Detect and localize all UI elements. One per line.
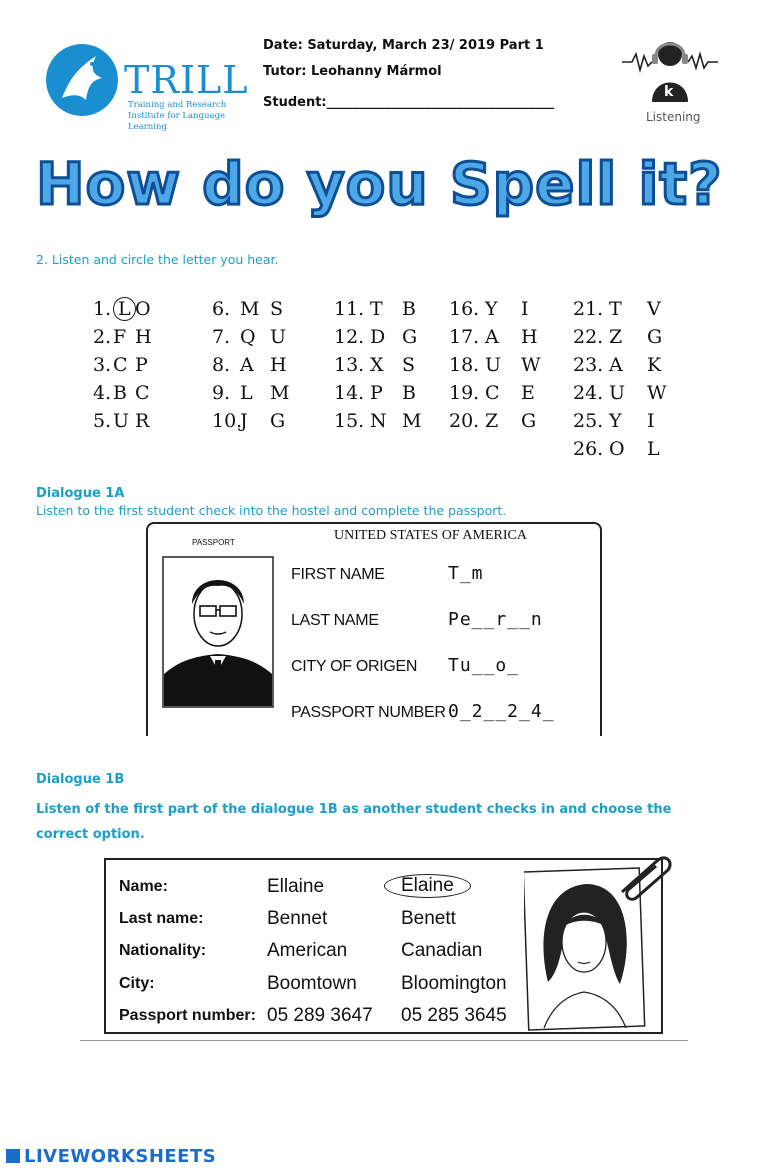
letter-item [212,410,289,438]
item-number: 6. [212,298,231,320]
svg-text:k: k [664,84,674,100]
item-number: 11. [334,298,365,320]
letter-item [449,382,541,410]
letter-item [449,326,541,354]
letter-option-text: J [240,410,248,432]
letter-item [449,354,541,382]
letter-option[interactable] [609,410,647,432]
item-number: 23. [573,354,604,376]
letter-item [212,298,289,326]
logo-subtitle: Training and Research Institute for Language Learning [128,100,227,132]
letter-option[interactable] [240,382,270,404]
letter-item [334,354,421,382]
item-number: 17. [449,326,480,348]
letter-option[interactable] [485,382,521,404]
letter-option[interactable]: B [402,298,416,320]
passport-tag: PASSPORT [192,538,235,547]
letter-option[interactable] [240,354,270,376]
letter-option[interactable]: U [270,326,287,348]
item-number: 10. [212,410,243,432]
letter-column [449,298,541,438]
card-field-label: Name: [119,878,168,895]
letter-option-text: T [609,298,622,320]
letter-option[interactable] [609,298,647,320]
item-number: 24. [573,382,604,404]
letter-item [212,354,289,382]
letter-option-text: Y [485,298,498,320]
letter-option[interactable] [113,382,135,404]
letter-option-text: T [370,298,383,320]
letter-option[interactable]: C [135,382,150,404]
letter-option-text: X [370,354,384,376]
letter-option[interactable]: S [270,298,284,320]
letter-option[interactable] [113,354,135,376]
card-field-label: Last name: [119,910,204,927]
item-number: 25. [573,410,604,432]
page-title: How do you Spell it? [36,150,723,218]
letter-option[interactable] [370,298,402,320]
letter-option[interactable] [370,382,402,404]
date-line: Date: Saturday, March 23/ 2019 Part 1 [263,38,544,53]
letter-item [93,354,152,382]
letter-option-text: D [370,326,386,348]
letter-item [93,382,152,410]
skill-label: Listening [646,110,701,124]
item-number: 19. [449,382,480,404]
letter-option[interactable]: M [270,382,290,404]
letter-option-text: M [240,298,260,320]
passport-field-label: CITY OF ORIGEN [291,658,418,675]
passport-field-label: PASSPORT NUMBER [291,704,446,721]
card-field-label: Nationality: [119,942,207,959]
letter-item [334,326,421,354]
letter-item [93,410,152,438]
letter-option[interactable]: H [270,354,287,376]
letter-option-text: Y [609,410,622,432]
letter-option[interactable]: G [270,410,286,432]
footer-brand: LIVEWORKSHEETS [6,1146,216,1167]
letter-option[interactable] [609,354,647,376]
letter-option-text: U [485,354,502,376]
letter-option[interactable]: H [521,326,538,348]
letter-option-text: Z [609,326,623,348]
letter-option[interactable] [609,438,647,460]
item-number: 21. [573,298,604,320]
item-number: 7. [212,326,231,348]
letter-option[interactable] [485,354,521,376]
card-option-1[interactable]: 05 289 3647 [267,1005,373,1026]
letter-option-text: L [240,382,253,404]
exercise2-instruction: 2. Listen and circle the letter you hear. [36,252,279,267]
letter-column [212,298,289,438]
card-field-label: City: [119,975,155,992]
item-number: 22. [573,326,604,348]
letter-option[interactable] [485,326,521,348]
letter-option-text: A [240,354,254,376]
card-option-1[interactable]: Bennet [267,908,328,929]
item-number: 8. [212,354,231,376]
letter-item [573,326,667,354]
tutor-line: Tutor: Leohanny Mármol [263,64,442,79]
passport-field-value[interactable]: Tu__o_ [448,655,520,676]
letter-option[interactable] [240,298,270,320]
letter-option[interactable] [485,410,521,432]
letter-item [334,410,421,438]
card-option-2[interactable]: Elaine [384,874,471,898]
letter-item [93,326,152,354]
letter-option-text: U [609,382,626,404]
letter-option[interactable]: O [135,298,151,320]
passport-field-value[interactable]: T_m [448,563,484,584]
letter-option-text: A [609,354,623,376]
letter-option[interactable]: W [647,382,667,404]
letter-option[interactable]: G [521,410,537,432]
card-option-2[interactable]: Benett [401,908,456,929]
liveworksheets-icon [6,1149,20,1163]
letter-option-text: N [370,410,387,432]
item-number: 12. [334,326,365,348]
letter-item [93,298,152,326]
item-number: 3. [93,354,112,376]
card-option-1[interactable]: Ellaine [267,876,325,897]
student-field[interactable]: Student:___________________________________ [263,95,555,110]
letter-option[interactable]: H [135,326,152,348]
letter-option[interactable] [370,354,402,376]
passport-field-label: FIRST NAME [291,566,385,583]
card-option-1[interactable]: American [267,940,348,961]
letter-option[interactable]: K [647,354,662,376]
passport-country: UNITED STATES OF AMERICA [334,528,527,543]
passport-field-value[interactable]: Pe__r__n [448,609,543,630]
item-number: 15. [334,410,365,432]
letter-item [573,382,667,410]
divider [80,1040,688,1041]
letter-option[interactable] [370,326,402,348]
dialogue1a-instruction: Listen to the first student check into the hostel and complete the passport. [36,503,507,518]
letter-column [573,298,667,466]
card-option-1[interactable]: Boomtown [267,973,357,994]
card-option-2[interactable]: 05 285 3645 [401,1005,507,1026]
letter-option[interactable]: W [521,354,541,376]
letter-option[interactable]: B [402,382,416,404]
paperclip-icon [612,852,676,904]
letter-item [449,298,541,326]
letter-option[interactable]: P [135,354,148,376]
letter-option[interactable] [113,298,135,320]
letter-option[interactable]: G [402,326,418,348]
passport-photo-man [162,556,274,708]
letter-option-text: O [609,438,625,460]
letter-option[interactable]: V [647,298,661,320]
card-option-2[interactable]: Bloomington [401,973,507,994]
letter-option[interactable] [240,410,270,432]
letter-item [573,354,667,382]
letter-option[interactable] [240,326,270,348]
letter-option-text: B [113,382,127,404]
letter-option-text: U [113,410,130,432]
letter-column [334,298,421,438]
letter-option[interactable]: S [402,354,416,376]
letter-item [573,438,667,466]
letter-option[interactable]: I [521,298,529,320]
letter-option[interactable]: L [647,438,660,460]
letter-option[interactable] [113,326,135,348]
letter-option[interactable]: R [135,410,150,432]
letter-item [212,382,289,410]
item-number: 4. [93,382,112,404]
dialogue1b-heading: Dialogue 1B [36,772,125,787]
passport-field-label: LAST NAME [291,612,379,629]
passport-field-value[interactable]: 0_2__2_4_ [448,701,555,722]
letter-option-text: Q [240,326,256,348]
letter-item [573,410,667,438]
item-number: 20. [449,410,480,432]
item-number: 26. [573,438,604,460]
letter-option[interactable]: G [647,326,663,348]
item-number: 14. [334,382,365,404]
card-option-2[interactable]: Canadian [401,940,483,961]
letter-option[interactable]: I [647,410,655,432]
letter-item [212,326,289,354]
letter-option-text: F [113,326,127,348]
headphones-icon [618,38,722,104]
letter-item [334,298,421,326]
item-number: 5. [93,410,112,432]
item-number: 9. [212,382,231,404]
logo-wordmark: TRILL [124,58,249,102]
letter-option[interactable]: E [521,382,535,404]
letter-option[interactable]: M [402,410,422,432]
card-field-label: Passport number: [119,1007,256,1024]
letter-option[interactable] [113,410,135,432]
letter-option-text: A [485,326,499,348]
item-number: 16. [449,298,480,320]
trill-bird-logo-icon [40,38,130,128]
item-number: 1. [93,298,112,320]
letter-item [334,382,421,410]
letter-option-text: C [113,354,128,376]
letter-option[interactable] [609,326,647,348]
dialogue1b-instruction: Listen of the first part of the dialogue 1B as another student checks in and choose the correct option. [36,802,672,842]
letter-option[interactable] [370,410,402,432]
letter-item [449,410,541,438]
letter-option-text: P [370,382,383,404]
dialogue1a-heading: Dialogue 1A [36,486,125,501]
letter-option[interactable] [609,382,647,404]
item-number: 2. [93,326,112,348]
letter-option[interactable] [485,298,521,320]
letter-option-text: Z [485,410,499,432]
letter-option-text: L [113,297,136,321]
letter-column [93,298,152,438]
letter-item [573,298,667,326]
letter-option-text: C [485,382,500,404]
item-number: 18. [449,354,480,376]
item-number: 13. [334,354,365,376]
